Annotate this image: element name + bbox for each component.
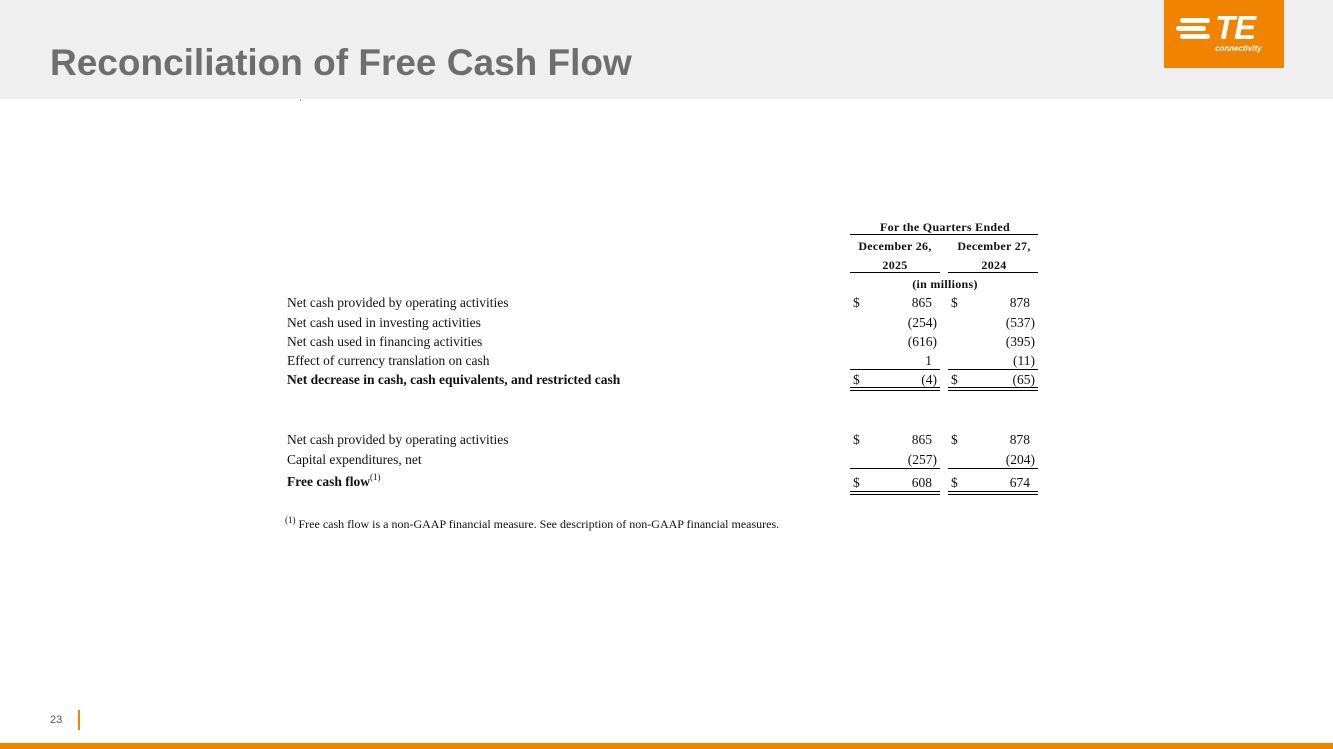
total-double-rule [948,387,1038,388]
dollar-sign: $ [951,432,958,447]
row-label: Net cash provided by operating activities [287,295,509,310]
col1-header-line2: 2025 [882,258,908,272]
row-label [287,472,381,489]
total-double-rule [850,390,940,391]
value-2025: (616) [907,334,937,349]
value-2024: 674 [1009,475,1030,490]
subtotal-rule [948,369,1038,370]
row-label: Net decrease in cash, cash equivalents, and restricted cash [287,372,621,387]
total-double-rule [948,390,1038,391]
total-double-rule [948,494,1038,495]
value-2024: 878 [1009,432,1030,447]
subtotal-rule [850,369,940,370]
logo-te-mark: TE [1215,9,1256,46]
value-2024: (65) [1012,372,1035,387]
total-double-rule [850,494,940,495]
dollar-sign: $ [951,295,958,310]
value-2024: 878 [1009,295,1030,310]
total-double-rule [850,491,940,492]
bottom-accent-bar [0,743,1333,749]
period-header: For the Quarters Ended [879,220,1011,234]
page-number: 23 [50,714,63,726]
value-2024: (537) [1005,315,1035,330]
value-2025: 865 [911,295,932,310]
footnote-marker: (1) [285,515,296,525]
value-2025: (257) [907,452,937,467]
footnote-ref: (1) [369,472,381,482]
row-label: Net cash used in financing activities [287,334,483,349]
value-2024: (204) [1005,452,1035,467]
total-double-rule [948,491,1038,492]
free-cash-flow-label: Free cash flow [287,474,370,489]
units-label: (in millions) [912,277,978,291]
value-2025: (254) [907,315,937,330]
row-label: Capital expenditures, net [287,452,422,467]
dollar-sign: $ [853,475,860,490]
dollar-sign: $ [853,372,860,387]
value-2025: 608 [911,475,932,490]
footnote [285,517,779,532]
stray-mark [300,100,301,101]
logo-subtext: connectivity [1215,44,1262,53]
col2-header-line2: 2024 [981,258,1007,272]
page-title: Reconciliation of Free Cash Flow [50,42,632,83]
row-label: Net cash used in investing activities [287,315,481,330]
row-label: Effect of currency translation on cash [287,353,490,368]
value-2024: (11) [1013,353,1035,368]
subtotal-rule [850,468,940,469]
col1-header-line1: December 26, [858,239,932,253]
value-2024: (395) [1005,334,1035,349]
total-double-rule [850,387,940,388]
dollar-sign: $ [951,475,958,490]
header-rule [850,234,1038,235]
dollar-sign: $ [853,295,860,310]
row-label: Net cash provided by operating activities [287,432,509,447]
page-number-divider [78,710,80,730]
footnote-text: Free cash flow is a non-GAAP financial measure. See description of non-GAAP financial measures. [298,517,780,531]
subtotal-rule [948,468,1038,469]
dollar-sign: $ [853,432,860,447]
value-2025: 865 [911,432,932,447]
col2-header-rule [948,272,1038,273]
te-connectivity-logo [1164,0,1284,68]
dollar-sign: $ [951,372,958,387]
col1-header-rule [850,272,940,273]
col2-header-line1: December 27, [957,239,1031,253]
value-2025: 1 [925,353,932,368]
value-2025: (4) [921,372,937,387]
